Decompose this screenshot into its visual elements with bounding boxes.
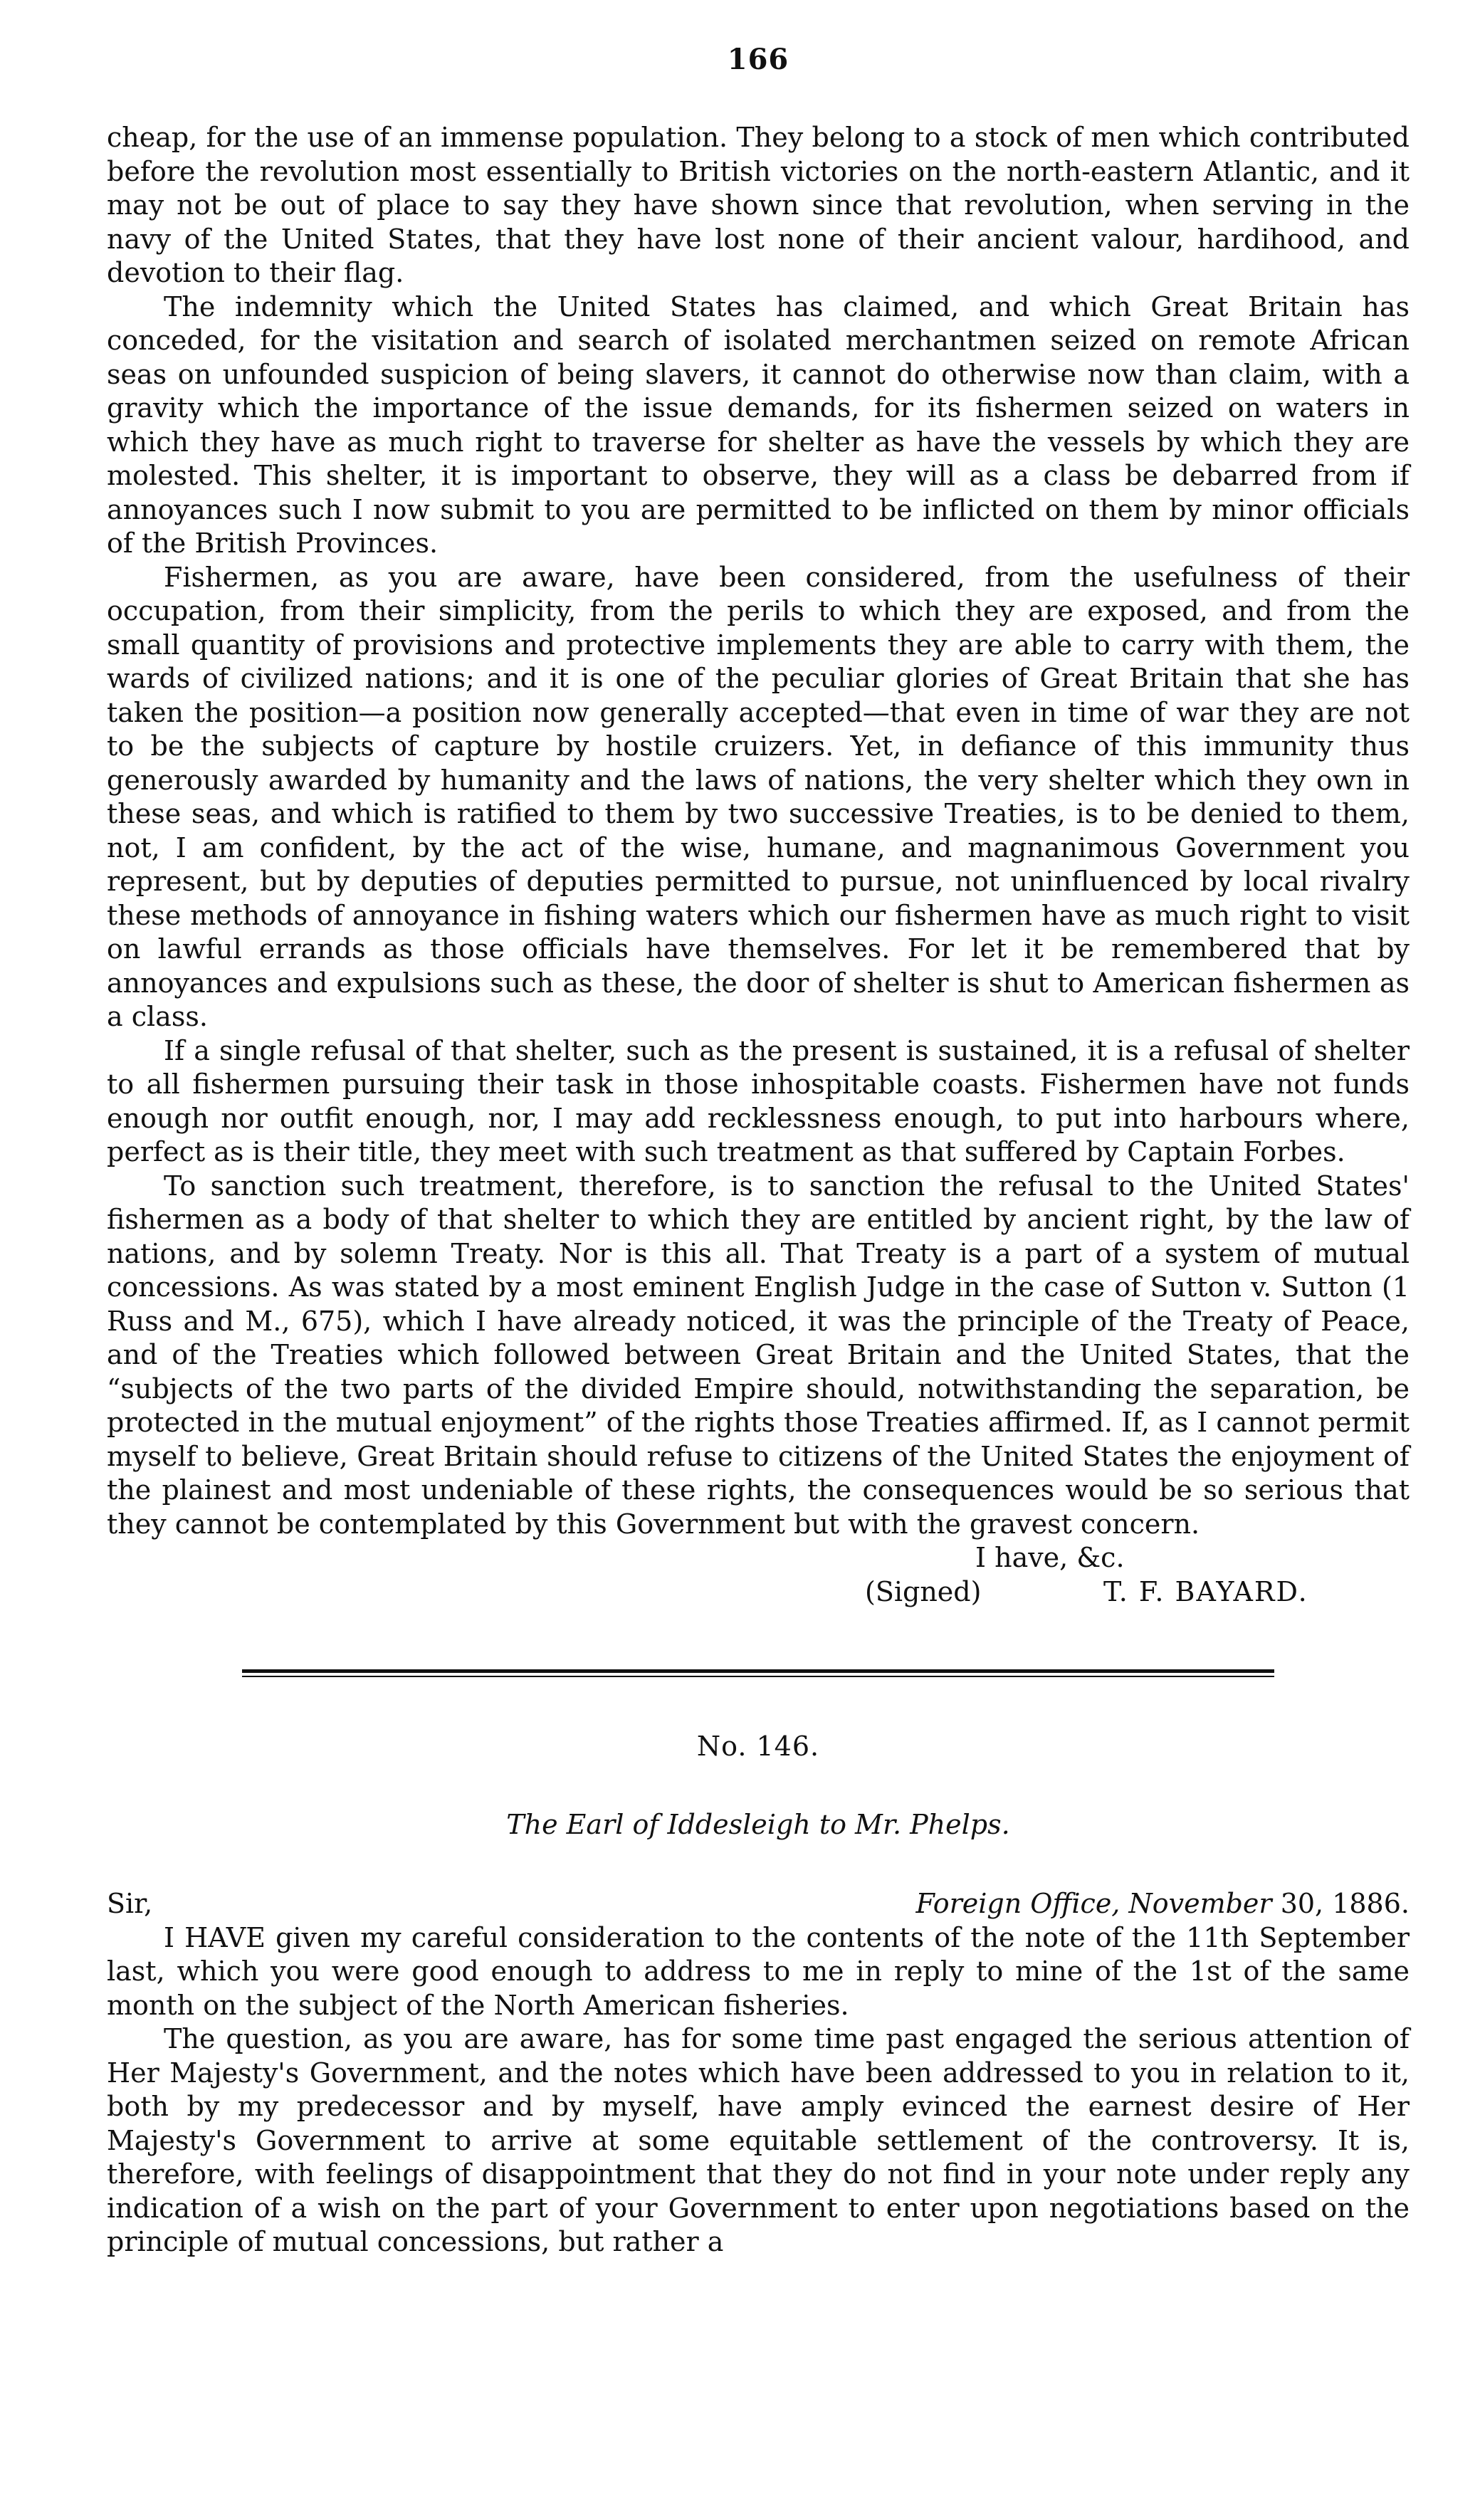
date-place: Foreign Office, <box>915 1888 1121 1919</box>
signature-line <box>107 1575 1410 1610</box>
paragraph: To sanction such treatment, therefore, is to sanction the refusal to the United States' fishermen as a body of that shelter to which they are entitled by ancient right, by the law of nations, and by solemn Treaty. Nor is this all. That Treaty is a part of a system of mutual concessions. As was stated by a most eminent English Judge in the case of Sutton v. Sutton (1 Russ and M., 675), which I have already noticed, it was the principle of the Treaty of Peace, and of the Treaties which followed between Great Britain and the United States, that the “subjects of the two parts of the divided Empire should, notwithstanding the separation, be protected in the mutual enjoyment” of the rights those Treaties affirmed. If, as I cannot permit myself to believe, Great Britain should refuse to citizens of the United States the enjoyment of the plainest and most undeniable of these rights, the consequences would be so serious that they cannot be contemplated by this Government but with the gravest concern. <box>107 1170 1410 1540</box>
section-divider <box>242 1669 1274 1677</box>
closing-line <box>107 1541 1410 1575</box>
signer-name: T. F. BAYARD. <box>1103 1575 1308 1607</box>
document-heading: The Earl of Iddesleigh to Mr. Phelps. <box>506 1809 1010 1840</box>
salutation: Sir, <box>107 1888 153 1919</box>
document-number: No. 146. <box>696 1731 820 1762</box>
page-number: 166 <box>727 43 789 76</box>
dateline <box>915 1887 1410 1921</box>
document-page <box>107 0 1410 2259</box>
salutation-row <box>107 1887 1410 1921</box>
document-body <box>107 1921 1410 2259</box>
paragraph: The question, as you are aware, has for some time past engaged the serious attention of Her Majesty's Government, and the notes which have been addressed to you in relation to it, both by my predecessor and by myself, have amply evinced the earnest desire of Her Majesty's Government to arrive at some equitable settlement of the controversy. It is, therefore, with feelings of disappointment that they do not find in your note under reply any indication of a wish on the part of your Government to enter upon negotiations based on the principle of mutual concessions, but rather a <box>107 2023 1410 2257</box>
paragraph: If a single refusal of that shelter, such as the present is sustained, it is a refusal of shelter to all fishermen pursuing their task in those inhospitable coasts. Fishermen have not funds enough nor outfit enough, nor, I may add recklessness enough, to put into harbours where, perfect as is their title, they meet with such treatment as that suffered by Captain Forbes. <box>107 1034 1410 1167</box>
date-month: November <box>1128 1888 1272 1919</box>
paragraph: The indemnity which the United States has claimed, and which Great Britain has conceded, for the visitation and search of isolated merchantmen seized on remote African seas on unfounded suspicion of being slavers, it cannot do otherwise now than claim, with a gravity which the importance of the issue demands, for its fishermen seized on waters in which they have as much right to traverse for shelter as have the vessels by which they are molested. This shelter, it is important to observe, they will as a class be debarred from if annoyances such I now submit to you are permitted to be inflicted on them by minor officials of the British Provinces. <box>107 290 1410 559</box>
date-rest: 30, 1886. <box>1280 1888 1410 1919</box>
signed-label: (Signed) <box>865 1575 982 1607</box>
paragraph: cheap, for the use of an immense population. They belong to a stock of men which contributed before the revolution most essentially to British victories on the north-eastern Atlantic, and it may not be out of place to say they have shown since that revolution, when serving in the navy of the United States, that they have lost none of their ancient valour, hardihood, and devotion to their flag. <box>107 122 1410 288</box>
letter-continuation <box>107 121 1410 1609</box>
paragraph: Fishermen, as you are aware, have been considered, from the usefulness of their occupation, from their simplicity, from the perils to which they are exposed, and from the small quantity of provisions and protective implements they are able to carry with them, the wards of civilized nations; and it is one of the peculiar glories of Great Britain that she has taken the position—a position now generally accepted—that even in time of war they are not to be the subjects of capture by hostile cruizers. Yet, in defiance of this immunity thus generously awarded by humanity and the laws of nations, the very shelter which they own in these seas, and which is ratified to them by two successive Treaties, is to be denied to them, not, I am confident, by the act of the wise, humane, and magnanimous Government you represent, but by deputies of deputies permitted to pursue, not uninfluenced by local rivalry these methods of annoyance in fishing waters which our fishermen have as much right to visit on lawful errands as those officials have themselves. For let it be remembered that by annoyances and expulsions such as these, the door of shelter is shut to American fishermen as a class. <box>107 561 1410 1032</box>
closing: I have, &c. <box>975 1542 1125 1573</box>
paragraph: I HAVE given my careful consideration to the contents of the note of the 11th September last, which you were good enough to address to me in reply to mine of the 1st of the same month on the subject of the North American fisheries. <box>107 1921 1410 2021</box>
